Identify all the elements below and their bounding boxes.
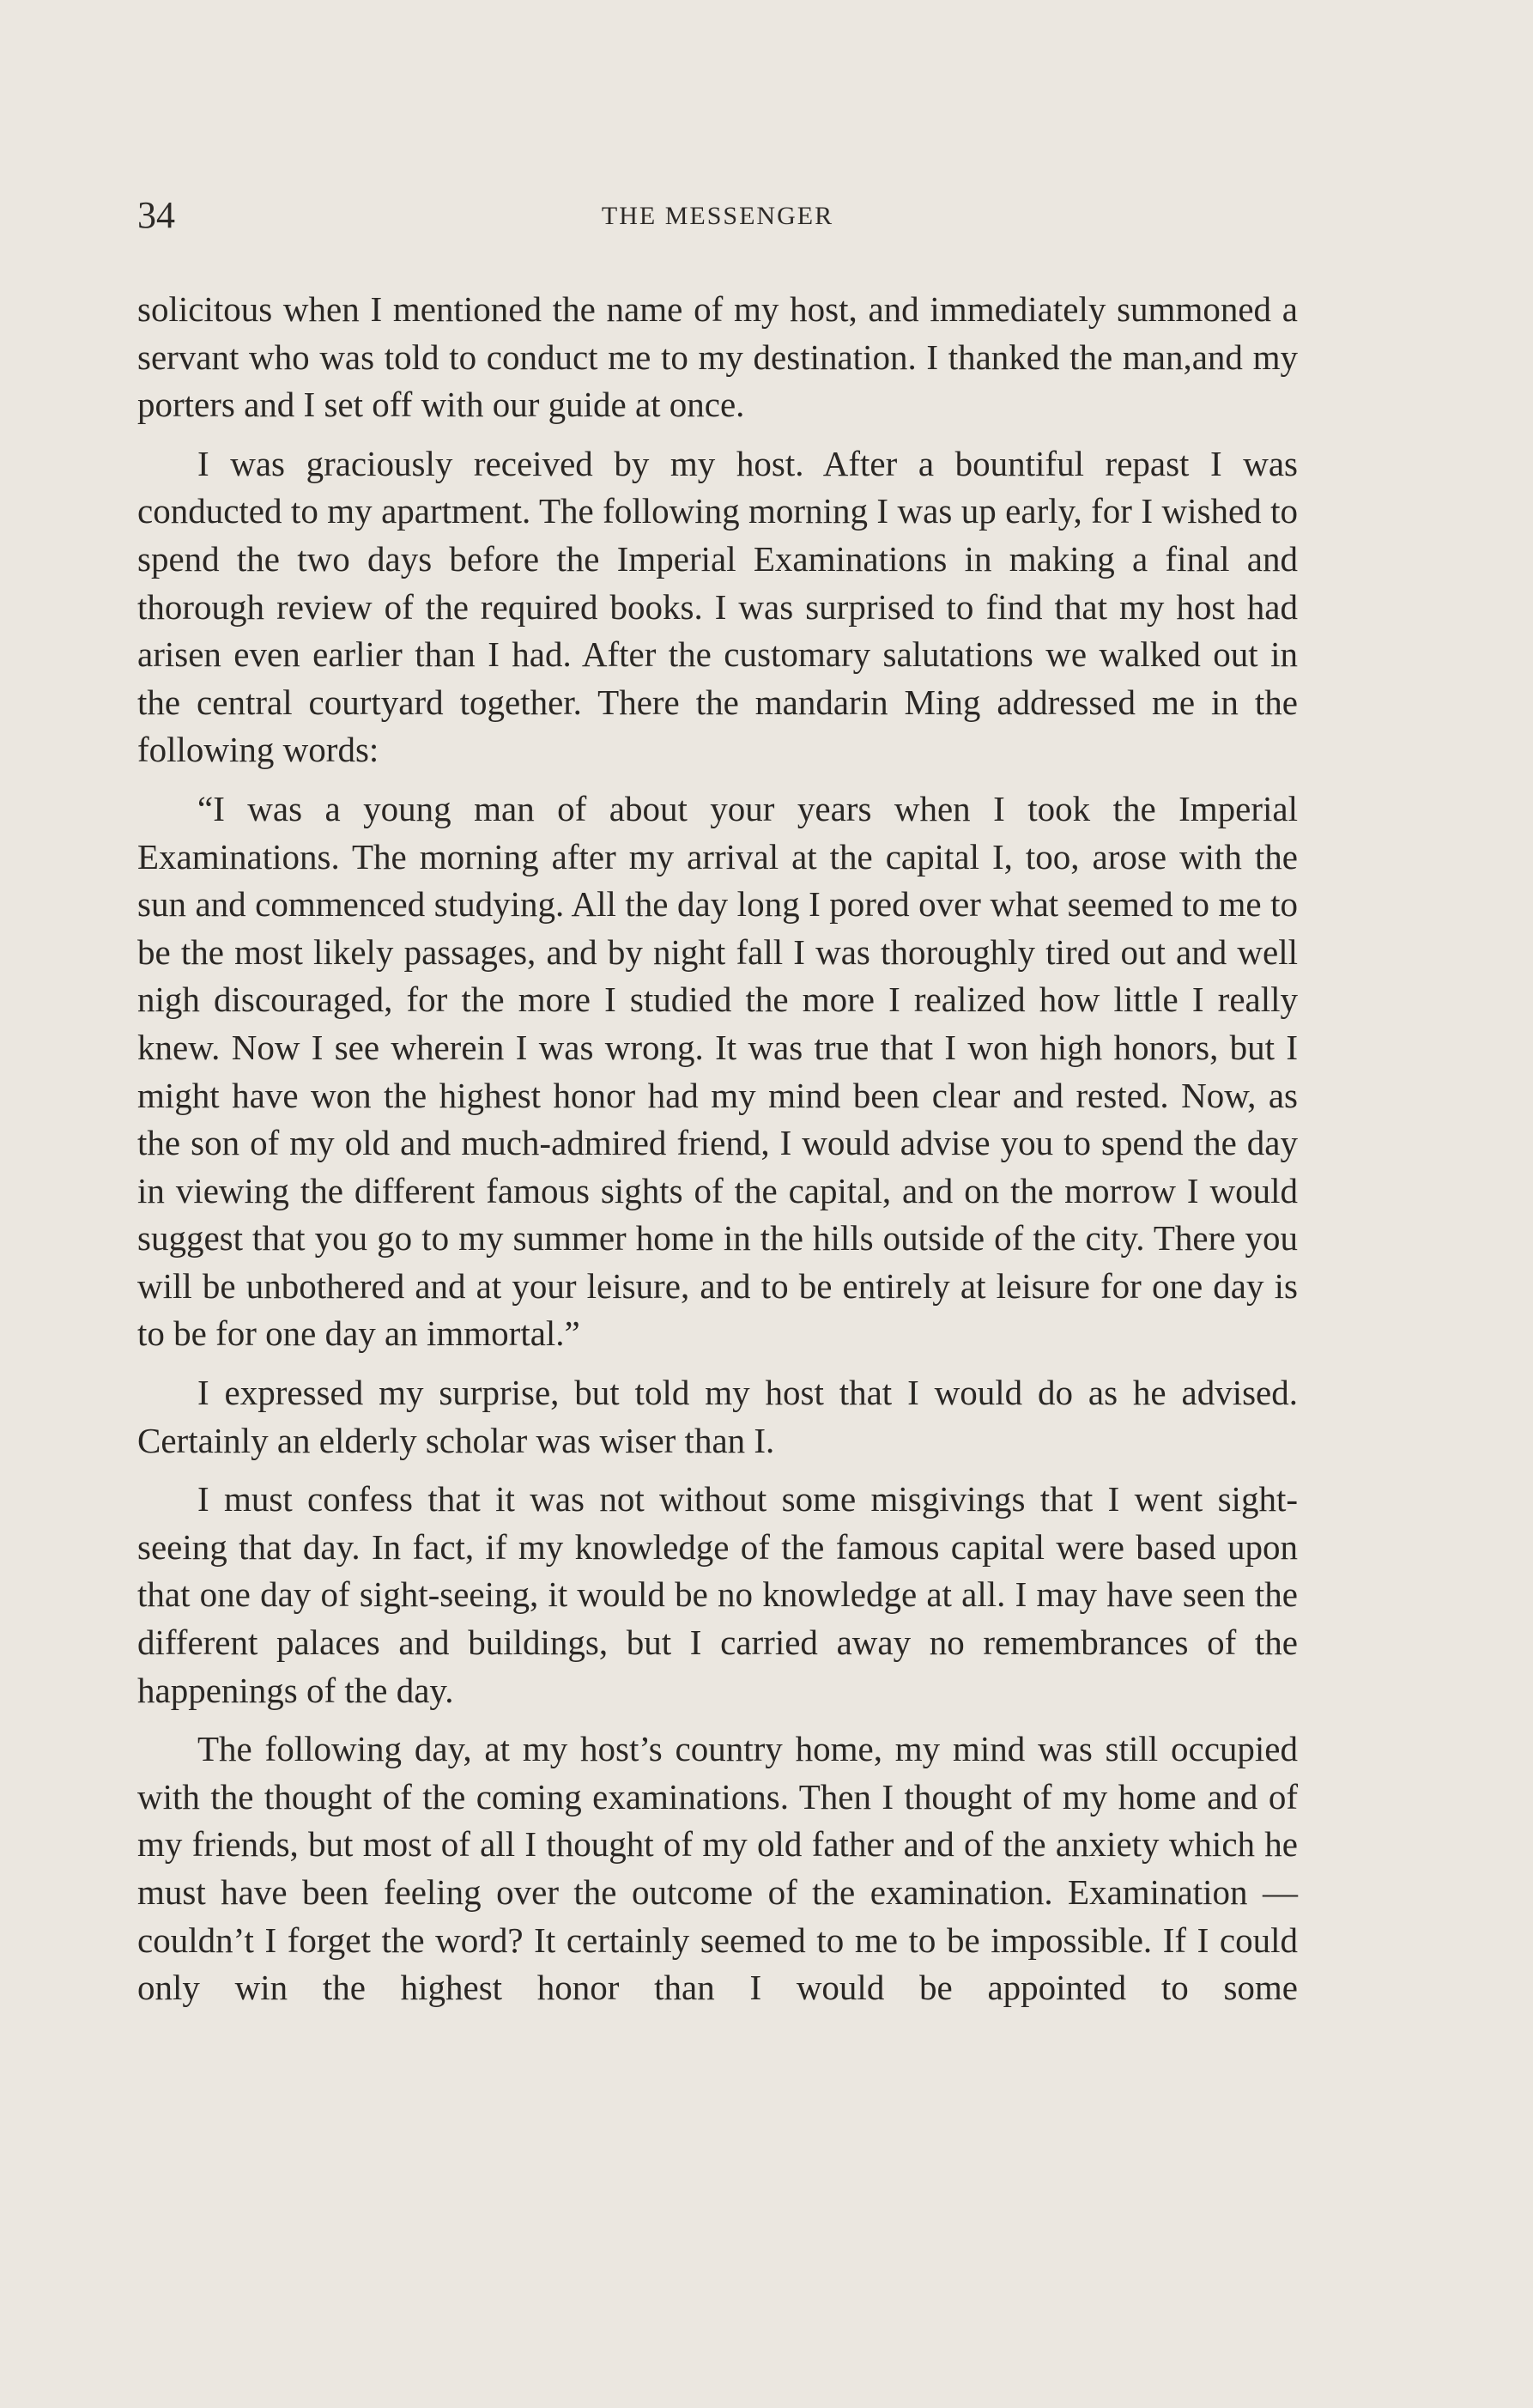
paragraph-2: I was graciously received by my host. After a bountiful repast I was conducted to my apartment. The following morning I was up early, for I wished to spend the two days before the Imperial Examinations in making a final and thorough review of the required books. I was surprised to find that my host had arisen even earlier than I had. After the customary salutations we walked out in the central courtyard together. There the mandarin Ming addressed me in the following words: bbox=[137, 443, 1298, 770]
page-number: 34 bbox=[137, 194, 175, 236]
paragraph-3: “I was a young man of about your years when I took the Imperial Examinations. The morning after my arrival at the capital I, too, arose with the sun and commenced studying. All the day long I pored over what seemed to me to be the most likely passages, and by night fall I was thoroughly tired out and well nigh discouraged, for the more I studied the more I realized how little I really knew. Now I see wherein I was wrong. It was true that I won high honors, but I might have won the highest honor had my mind been clear and rested. Now, as the son of my old and much-admired friend, I would advise you to spend the day in viewing the different famous sights of the capital, and on the morrow I would suggest that you go to my summer home in the hills outside of the city. There you will be unbothered and at your leisure, and to be entirely at leisure for one day is to be for one day an immortal.” bbox=[137, 788, 1298, 1354]
page-header bbox=[137, 193, 1298, 245]
paragraph-4: I expressed my surprise, but told my host that I would do as he advised. Certainly an elderly scholar was wiser than I. bbox=[137, 1373, 1298, 1460]
paragraph-5: I must confess that it was not without some misgivings that I went sight-seeing that day. In fact, if my knowledge of the famous capital were based upon that one day of sight-seeing, it would be no knowledge at all. I may have seen the different palaces and buildings, but I carried away no remembrances of the happenings of the day. bbox=[137, 1479, 1298, 1710]
paragraph-6: The following day, at my host’s country home, my mind was still occupied with the thought of the coming examinations. Then I thought of my home and of my friends, but most of all I thought of my old father and of the anxiety which he must have been feeling over the outcome of the examination. Examination — couldn’t I forget the word? It certainly seemed to me to be impossible. If I could only win the highest honor than I would be appointed to some bbox=[137, 1729, 1298, 2008]
running-title: THE MESSENGER bbox=[601, 202, 834, 230]
paragraph-1: solicitous when I mentioned the name of my host, and immediately summoned a servant who was told to conduct me to my destination. I thanked the man,and my porters and I set off with our guide at once. bbox=[137, 289, 1298, 425]
body-text bbox=[137, 286, 1298, 2023]
